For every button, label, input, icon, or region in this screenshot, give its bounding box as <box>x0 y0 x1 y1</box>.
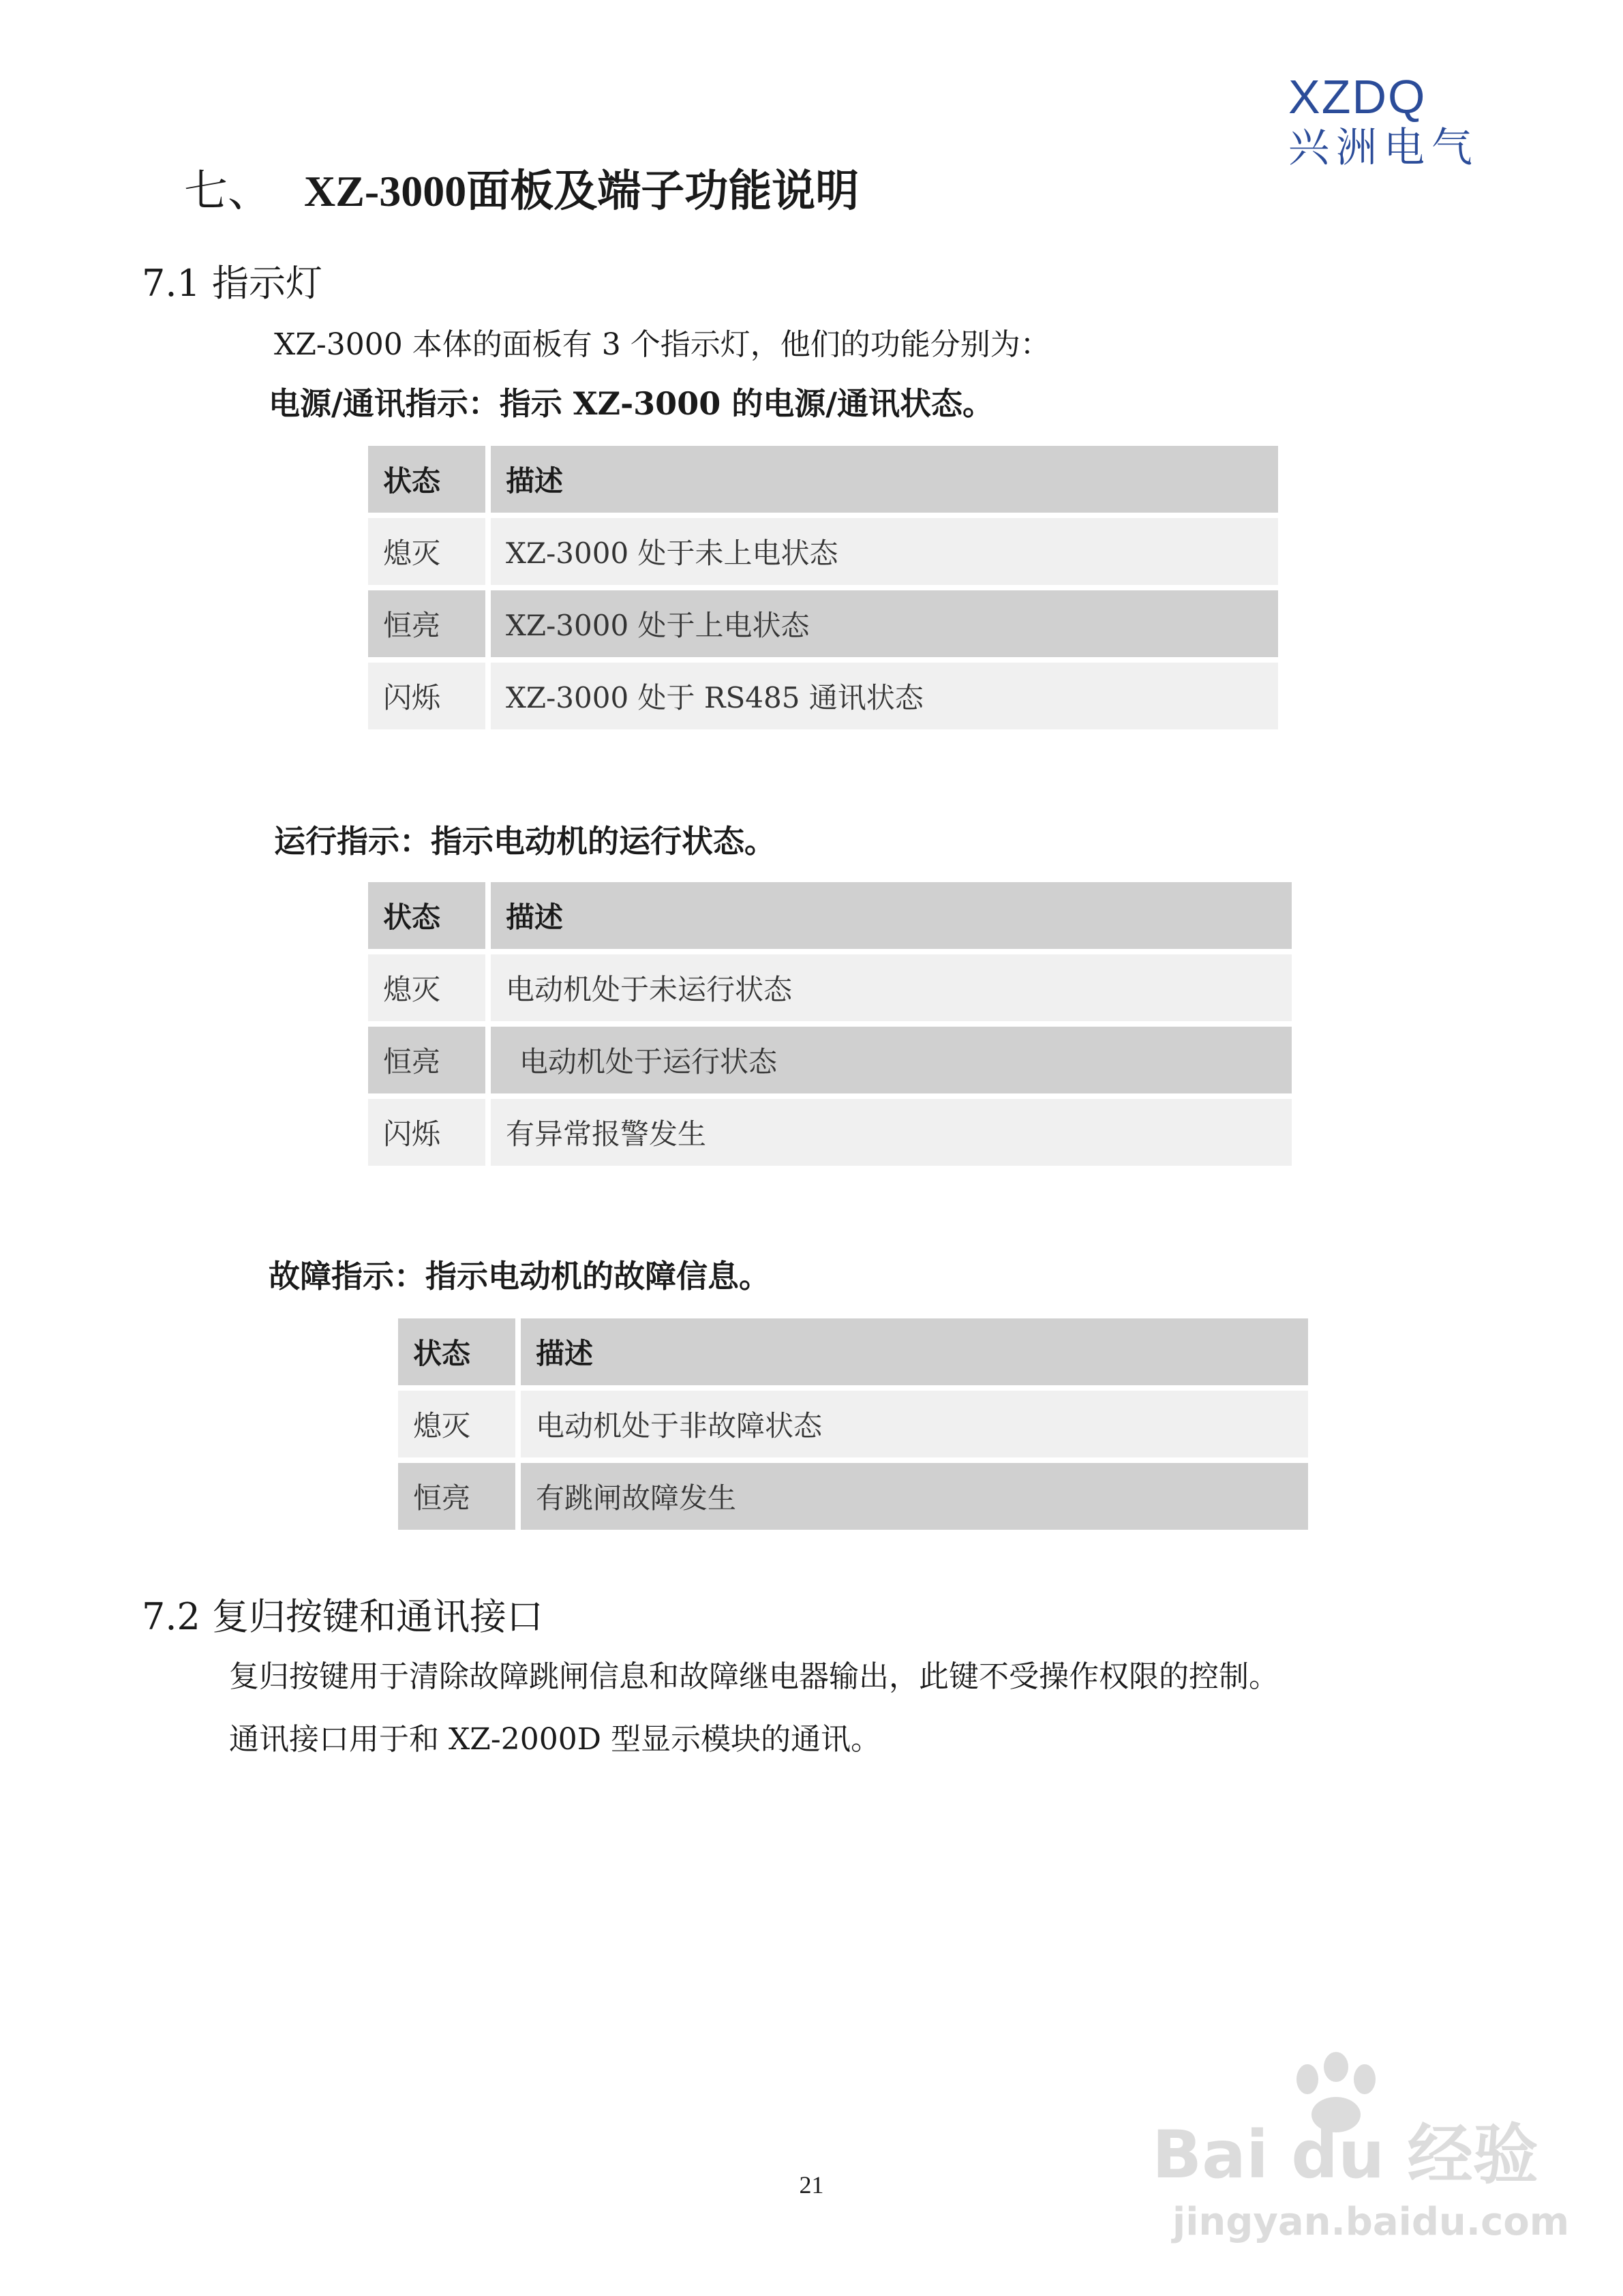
state-cell: 熄灭 <box>398 1391 515 1457</box>
table-1-caption: 电源/通讯指示：指示 XZ-3000 的电源/通讯状态。 <box>269 385 995 422</box>
chapter-title: 面板及端子功能说明 <box>466 166 860 217</box>
state-cell: 恒亮 <box>368 590 485 657</box>
table-row <box>398 1463 1308 1530</box>
header-description: 描述 <box>491 446 1278 513</box>
description-cell: XZ-3000 处于上电状态 <box>491 590 1278 657</box>
state-cell: 熄灭 <box>368 518 485 585</box>
state-cell: 熄灭 <box>368 954 485 1021</box>
run-indicator-table <box>363 877 1297 1171</box>
table-row <box>368 518 1278 585</box>
table-row <box>368 954 1292 1021</box>
section-7-1-title: 7.1 指示灯 <box>142 262 323 305</box>
description-cell: 有跳闸故障发生 <box>521 1463 1308 1530</box>
header-description: 描述 <box>491 882 1292 949</box>
section-7-2-paragraph-1: 复归按键用于清除故障跳闸信息和故障继电器输出，此键不受操作权限的控制。 <box>229 1659 1279 1694</box>
section-7-1-intro: XZ-3000 本体的面板有 3 个指示灯，他们的功能分别为： <box>274 327 1050 362</box>
logo-latin-text: XZDQ <box>1288 70 1427 123</box>
description-cell: XZ-3000 处于未上电状态 <box>491 518 1278 585</box>
state-cell: 恒亮 <box>368 1027 485 1093</box>
table-row <box>398 1391 1308 1457</box>
watermark-url: jingyan.baidu.com <box>1172 2200 1570 2244</box>
description-cell: 电动机处于非故障状态 <box>521 1391 1308 1457</box>
description-cell: 电动机处于未运行状态 <box>491 954 1292 1021</box>
chapter-number: 七、 <box>184 166 271 217</box>
header-state: 状态 <box>368 882 485 949</box>
power-comm-indicator-table <box>363 440 1284 735</box>
company-logo <box>1288 72 1513 175</box>
table-3-caption: 故障指示：指示电动机的故障信息。 <box>269 1258 770 1295</box>
table-row <box>368 1099 1292 1166</box>
chapter-model: XZ-3000 <box>304 167 467 215</box>
table-header-row <box>368 446 1278 513</box>
table-row <box>368 1027 1292 1093</box>
description-cell: 有异常报警发生 <box>491 1099 1292 1166</box>
header-state: 状态 <box>368 446 485 513</box>
state-cell: 闪烁 <box>368 663 485 729</box>
header-state: 状态 <box>398 1318 515 1385</box>
state-cell: 恒亮 <box>398 1463 515 1530</box>
watermark-brand: Bai du 经验 <box>1152 2117 1538 2193</box>
table-row <box>368 590 1278 657</box>
table-header-row <box>398 1318 1308 1385</box>
table-header-row <box>368 882 1292 949</box>
baidu-jingyan-watermark <box>1152 2052 1570 2256</box>
table-row <box>368 663 1278 729</box>
section-7-2-paragraph-2: 通讯接口用于和 XZ-2000D 型显示模块的通讯。 <box>229 1722 881 1757</box>
chapter-heading <box>184 161 859 222</box>
header-description: 描述 <box>521 1318 1308 1385</box>
fault-indicator-table <box>393 1313 1314 1535</box>
description-cell: XZ-3000 处于 RS485 通讯状态 <box>491 663 1278 729</box>
description-cell: 电动机处于运行状态 <box>491 1027 1292 1093</box>
section-7-2-title: 7.2 复归按键和通讯接口 <box>142 1595 544 1638</box>
table-2-caption: 运行指示：指示电动机的运行状态。 <box>274 823 776 860</box>
state-cell: 闪烁 <box>368 1099 485 1166</box>
logo-chinese-text: 兴洲电气 <box>1288 124 1479 172</box>
page-number: 21 <box>799 2171 824 2199</box>
